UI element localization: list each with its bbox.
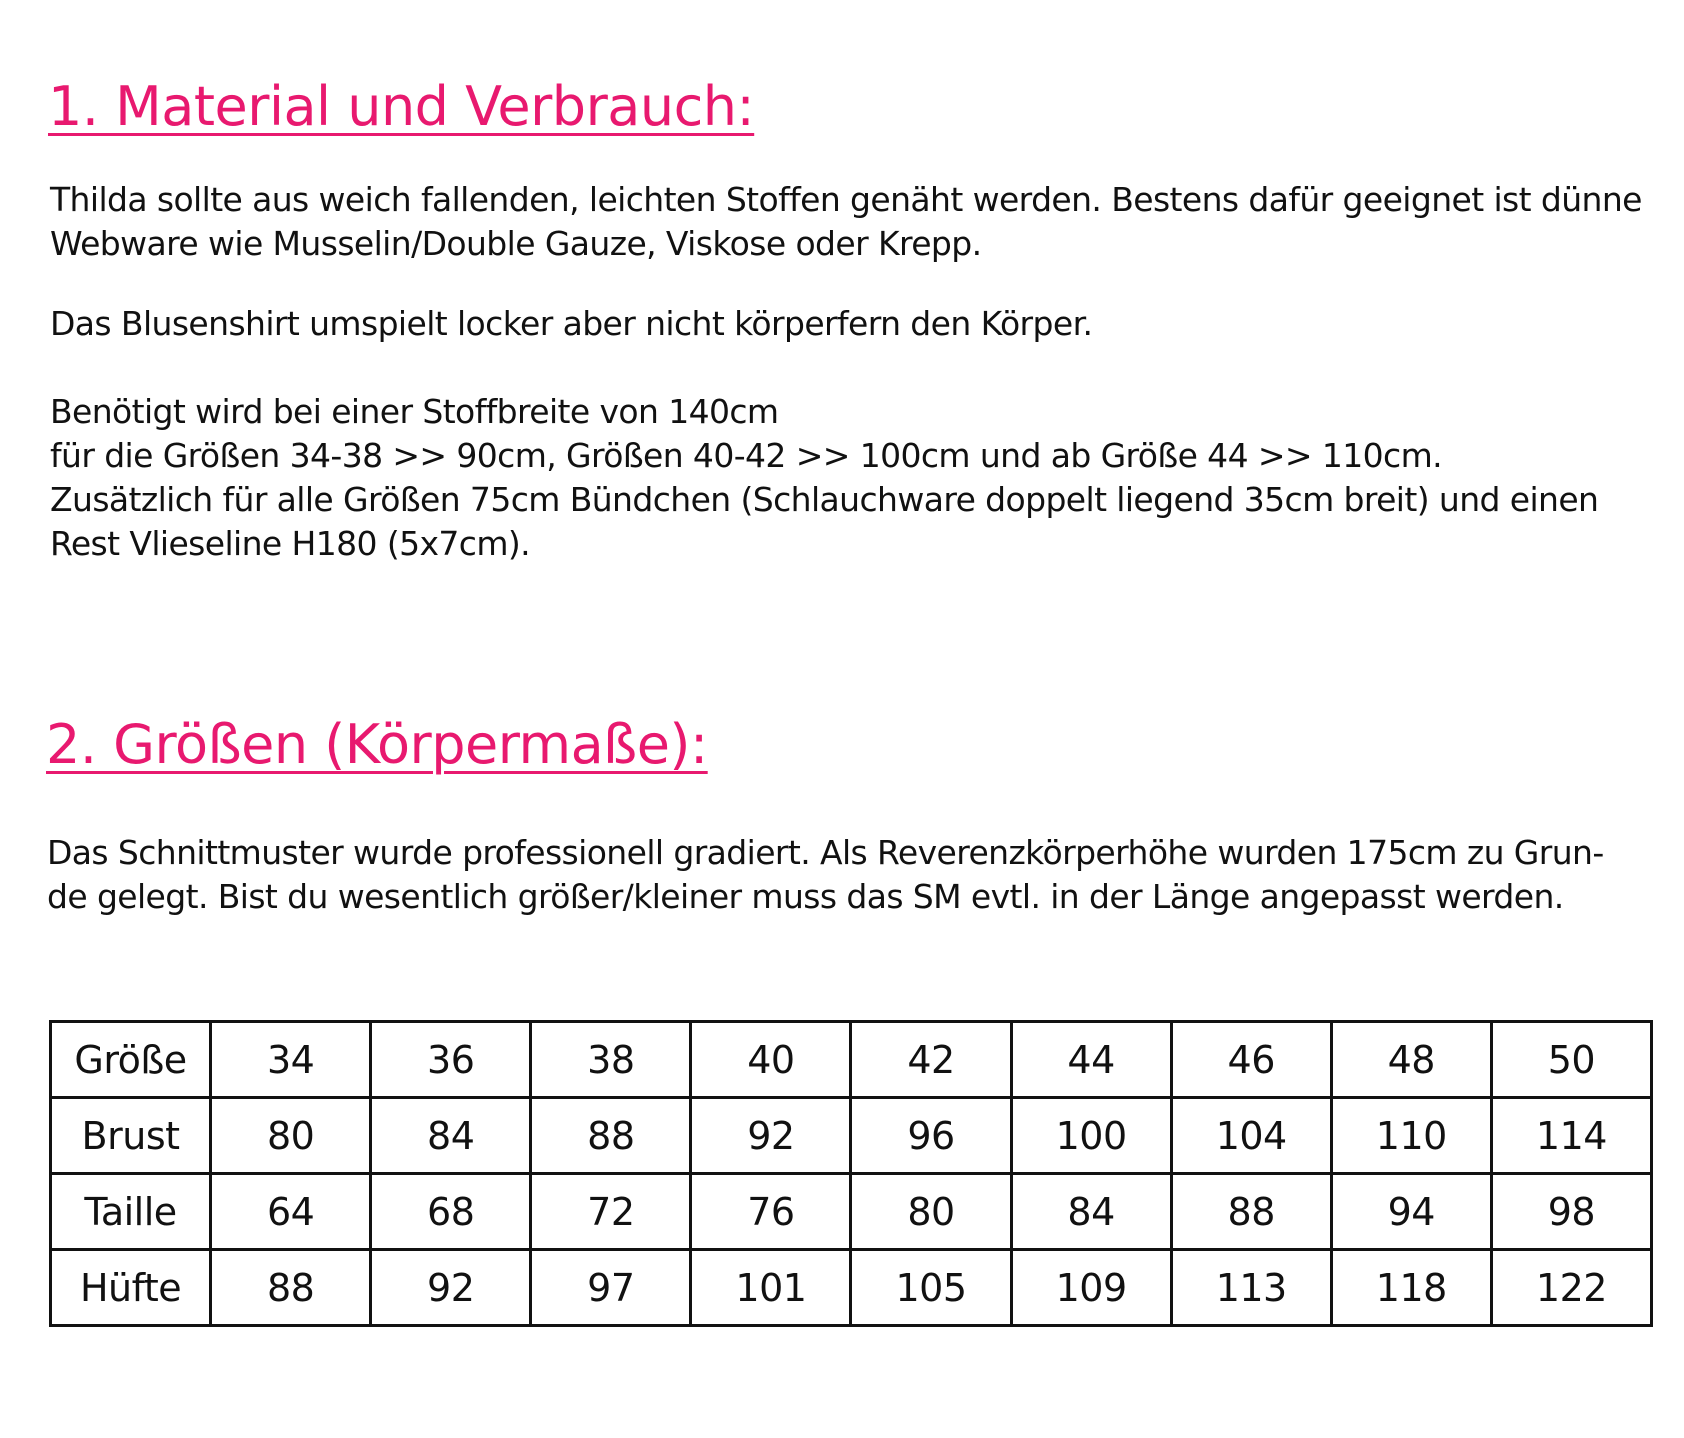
- table-row: [51, 1022, 1652, 1098]
- table-row-label: Brust: [51, 1098, 211, 1174]
- table-cell: 92: [371, 1250, 531, 1326]
- text-line: Webware wie Musselin/Double Gauze, Viskose oder Krepp.: [50, 224, 982, 263]
- section-material-heading: 1. Material und Verbrauch:: [48, 75, 755, 138]
- table-cell: 84: [371, 1098, 531, 1174]
- table-cell: 92: [691, 1098, 851, 1174]
- material-paragraph-fit: [50, 302, 1092, 346]
- table-cell: 72: [531, 1174, 691, 1250]
- table-cell: 46: [1171, 1022, 1331, 1098]
- table-cell: 88: [531, 1098, 691, 1174]
- text-line: Rest Vlieseline H180 (5x7cm).: [50, 524, 531, 563]
- table-cell: 88: [211, 1250, 371, 1326]
- text-line: Benötigt wird bei einer Stoffbreite von 140cm: [50, 392, 779, 431]
- table-cell: 36: [371, 1022, 531, 1098]
- table-cell: 94: [1331, 1174, 1491, 1250]
- size-table-body: [51, 1022, 1652, 1326]
- table-cell: 101: [691, 1250, 851, 1326]
- table-cell: 80: [211, 1098, 371, 1174]
- table-cell: 118: [1331, 1250, 1491, 1326]
- table-cell: 38: [531, 1022, 691, 1098]
- table-cell: 110: [1331, 1098, 1491, 1174]
- table-cell: 113: [1171, 1250, 1331, 1326]
- material-paragraph-fabric: [50, 178, 1642, 266]
- table-cell: 68: [371, 1174, 531, 1250]
- table-cell: 84: [1011, 1174, 1171, 1250]
- table-cell: 48: [1331, 1022, 1491, 1098]
- table-row: [51, 1098, 1652, 1174]
- table-cell: 97: [531, 1250, 691, 1326]
- table-cell: 88: [1171, 1174, 1331, 1250]
- table-cell: 100: [1011, 1098, 1171, 1174]
- section-sizes-heading: 2. Größen (Körpermaße):: [46, 713, 708, 776]
- table-cell: 42: [851, 1022, 1011, 1098]
- table-row-label: Taille: [51, 1174, 211, 1250]
- table-cell: 104: [1171, 1098, 1331, 1174]
- text-line: de gelegt. Bist du wesentlich größer/kleiner muss das SM evtl. in der Länge angepasst werden.: [47, 877, 1564, 916]
- table-cell: 50: [1491, 1022, 1651, 1098]
- table-cell: 80: [851, 1174, 1011, 1250]
- table-cell: 105: [851, 1250, 1011, 1326]
- table-cell: 64: [211, 1174, 371, 1250]
- text-line: für die Größen 34-38 >> 90cm, Größen 40-42 >> 100cm und ab Größe 44 >> 110cm.: [50, 436, 1443, 475]
- table-cell: 40: [691, 1022, 851, 1098]
- table-cell: 44: [1011, 1022, 1171, 1098]
- table-row: [51, 1250, 1652, 1326]
- sizes-paragraph: [47, 831, 1604, 919]
- table-cell: 76: [691, 1174, 851, 1250]
- table-row-label: Hüfte: [51, 1250, 211, 1326]
- text-line: Das Blusenshirt umspielt locker aber nicht körperfern den Körper.: [50, 304, 1093, 343]
- table-cell: 114: [1491, 1098, 1651, 1174]
- table-cell: 98: [1491, 1174, 1651, 1250]
- table-cell: 122: [1491, 1250, 1651, 1326]
- size-table: [49, 1020, 1653, 1327]
- text-line: Das Schnittmuster wurde professionell gradiert. Als Reverenzkörperhöhe wurden 175cm zu Grun-: [47, 833, 1604, 872]
- table-row: [51, 1174, 1652, 1250]
- table-cell: 109: [1011, 1250, 1171, 1326]
- text-line: Thilda sollte aus weich fallenden, leichten Stoffen genäht werden. Bestens dafür geeignet ist dünne: [50, 180, 1642, 219]
- table-cell: 96: [851, 1098, 1011, 1174]
- text-line: Zusätzlich für alle Größen 75cm Bündchen (Schlauchware doppelt liegend 35cm breit) und einen: [50, 480, 1599, 519]
- material-paragraph-consumption: [50, 390, 1598, 566]
- table-row-label: Größe: [51, 1022, 211, 1098]
- table-cell: 34: [211, 1022, 371, 1098]
